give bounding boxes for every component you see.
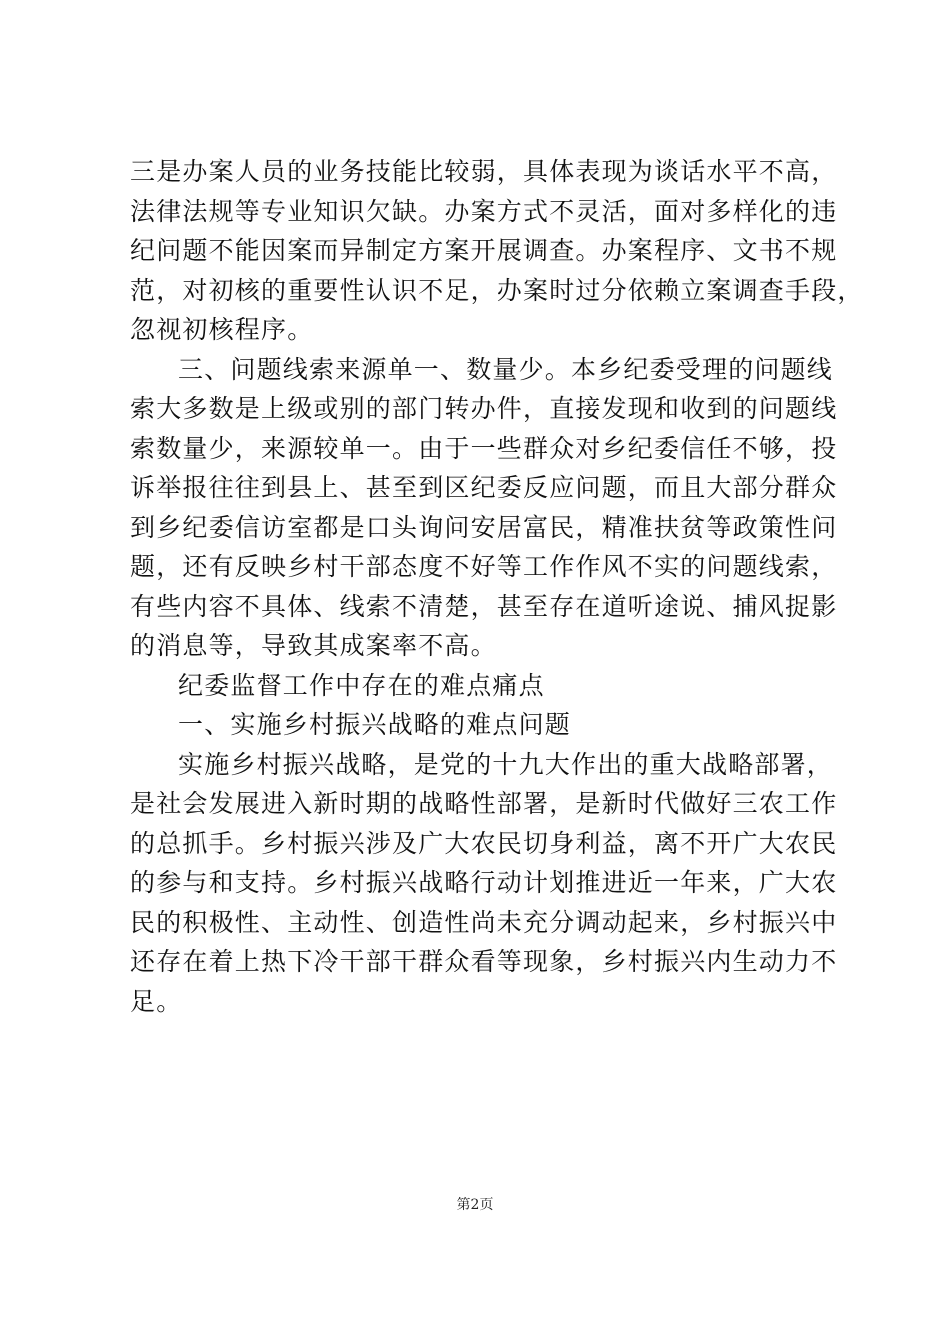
text-line: 索大多数是上级或别的部门转办件，直接发现和收到的问题线 (130, 394, 838, 423)
section-heading: 纪委监督工作中存在的难点痛点 (178, 670, 545, 700)
text-line: 实施乡村振兴战略，是党的十九大作出的重大战略部署， (178, 749, 834, 779)
document-body (130, 152, 864, 1021)
text-line: 三、问题线索来源单一、数量少。本乡纪委受理的问题线 (178, 354, 834, 384)
text-line: 有些内容不具体、线索不清楚，甚至存在道听途说、捕风捉影 (130, 591, 838, 621)
text-line: 足。 (130, 986, 183, 1016)
text-line: 忽视初核程序。 (130, 315, 314, 344)
text-line: 三是办案人员的业务技能比较弱，具体表现为谈话水平不高， (130, 157, 838, 186)
text-line: 到乡纪委信访室都是口头询问安居富民，精准扶贫等政策性问 (130, 512, 838, 542)
text-line: 还存在着上热下冷干部干群众看等现象，乡村振兴内生动力不 (130, 947, 838, 976)
text-line: 纪问题不能因案而异制定方案开展调查。办案程序、文书不规 (130, 236, 838, 265)
text-line: 法律法规等专业知识欠缺。办案方式不灵活，面对多样化的违 (130, 196, 838, 226)
page-number: 第2页 (456, 1197, 494, 1213)
text-line: 诉举报往往到县上、甚至到区纪委反应问题，而且大部分群众 (130, 473, 838, 502)
subsection-heading: 一、实施乡村振兴战略的难点问题 (178, 710, 572, 739)
text-line: 索数量少，来源较单一。由于一些群众对乡纪委信任不够，投 (130, 433, 838, 463)
text-line: 范，对初核的重要性认识不足，办案时过分依赖立案调查手段， (130, 275, 864, 305)
text-line: 的参与和支持。乡村振兴战略行动计划推进近一年来，广大农 (130, 868, 838, 897)
text-line: 是社会发展进入新时期的战略性部署，是新时代做好三农工作 (130, 789, 838, 818)
text-line: 题，还有反映乡村干部态度不好等工作作风不实的问题线索， (130, 552, 838, 581)
text-line: 的消息等，导致其成案率不高。 (130, 631, 497, 660)
text-line: 民的积极性、主动性、创造性尚未充分调动起来，乡村振兴中 (130, 907, 838, 937)
text-line: 的总抓手。乡村振兴涉及广大农民切身利益，离不开广大农民 (130, 828, 838, 858)
